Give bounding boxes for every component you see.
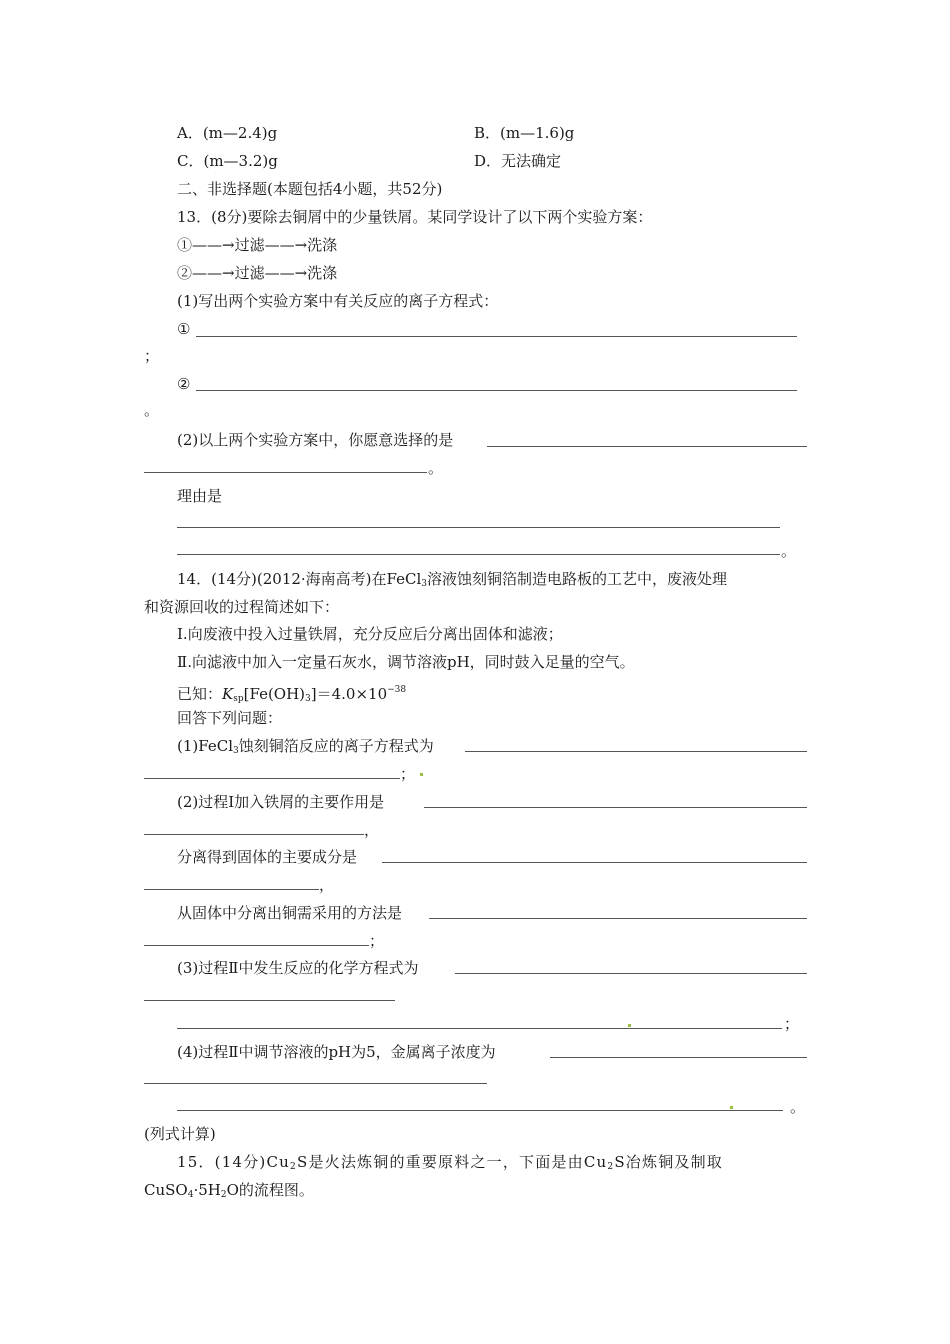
q14-semicolon-2: ；: [369, 932, 385, 950]
q14-part-1: (1)FeCl$_3$蚀刻铜箔反应的离子方程式为: [177, 737, 434, 756]
q14-stem-1: 14．(14分)(2012·海南高考)在FeCl$_3$溶液蚀刻铜箔制造电路板的工艺中，废液处理: [177, 570, 728, 589]
q13-part-1: (1)写出两个实验方案中有关反应的离子方程式：: [177, 292, 499, 310]
q14-step-1: Ⅰ.向废液中投入过量铁屑，充分反应后分离出固体和滤液；: [177, 625, 563, 643]
answer-blank: [424, 807, 807, 808]
answer-blank: [144, 472, 427, 473]
answer-blank: [196, 336, 797, 337]
choice-a: A．(m—2.4)g: [177, 124, 278, 142]
q13-part-2: (2)以上两个实验方案中，你愿意选择的是: [177, 431, 454, 449]
dot-mark: [420, 773, 423, 776]
section-heading: 二、非选择题(本题包括4小题，共52分): [177, 180, 443, 198]
q13-period-3: 。: [781, 542, 797, 560]
q14-part-3: (3)过程Ⅱ中发生反应的化学方程式为: [177, 959, 419, 977]
q13-stem: 13．(8分)要除去铜屑中的少量铁屑。某同学设计了以下两个实验方案：: [177, 208, 653, 226]
answer-blank: [196, 390, 797, 391]
answer-blank: [487, 446, 807, 447]
q15-stem-1: 15．(14分)$Cu_2S$是火法炼铜的重要原料之一，下面是由$Cu_2S$冶炼铜及制取: [177, 1153, 724, 1172]
q14-calc-note: (列式计算): [144, 1125, 216, 1143]
answer-blank: [144, 778, 400, 779]
q13-circle-1: ①: [177, 320, 191, 338]
q14-stem-2: 和资源回收的过程简述如下：: [144, 598, 340, 616]
answer-blank: [465, 751, 807, 752]
answer-blank: [177, 554, 780, 555]
choice-b: B．(m—1.6)g: [474, 124, 575, 142]
answer-blank: [144, 1000, 395, 1001]
q14-comma-2: ，: [319, 876, 335, 894]
q15-stem-2: $CuSO_4\cdot 5H_2O$的流程图。: [144, 1181, 314, 1200]
q14-period: 。: [790, 1098, 806, 1116]
q14-known: 已知：$K_{sp}[Fe(OH)_3]=4.0\times 10^{-38}$: [177, 685, 407, 704]
answer-blank: [177, 1028, 782, 1029]
q13-period-2: 。: [428, 459, 444, 477]
q14-part-4: (4)过程Ⅱ中调节溶液的pH为5，金属离子浓度为: [177, 1043, 496, 1061]
answer-blank: [144, 834, 364, 835]
answer-blank: [429, 918, 807, 919]
answer-blank: [550, 1057, 807, 1058]
q13-circle-2: ②: [177, 375, 191, 393]
q13-plan-2: ②——→过滤——→洗涤: [177, 264, 338, 282]
q14-ask: 回答下列问题：: [177, 709, 283, 727]
q13-period: 。: [144, 401, 160, 419]
q14-semicolon-1: ；: [400, 765, 416, 783]
answer-blank: [382, 862, 807, 863]
choice-d: D．无法确定: [474, 152, 562, 170]
q14-comma-1: ，: [364, 821, 380, 839]
q14-step-2: Ⅱ.向滤液中加入一定量石灰水，调节溶液pH，同时鼓入足量的空气。: [177, 653, 635, 671]
q14-part-2b: 分离得到固体的主要成分是: [177, 848, 358, 866]
answer-blank: [455, 973, 807, 974]
answer-blank: [177, 527, 780, 528]
q13-semicolon: ；: [144, 347, 160, 365]
answer-blank: [177, 1110, 783, 1111]
q13-plan-1: ①——→过滤——→洗涤: [177, 236, 338, 254]
dot-mark: [730, 1106, 733, 1109]
answer-blank: [144, 1083, 487, 1084]
dot-mark: [628, 1024, 631, 1027]
q14-part-2: (2)过程Ⅰ加入铁屑的主要作用是: [177, 793, 385, 811]
answer-blank: [144, 889, 319, 890]
answer-blank: [144, 945, 369, 946]
q14-semicolon-3: ；: [784, 1015, 800, 1033]
choice-c: C．(m—3.2)g: [177, 152, 278, 170]
q13-reason: 理由是: [177, 487, 223, 505]
q14-part-2c: 从固体中分离出铜需采用的方法是: [177, 904, 403, 922]
